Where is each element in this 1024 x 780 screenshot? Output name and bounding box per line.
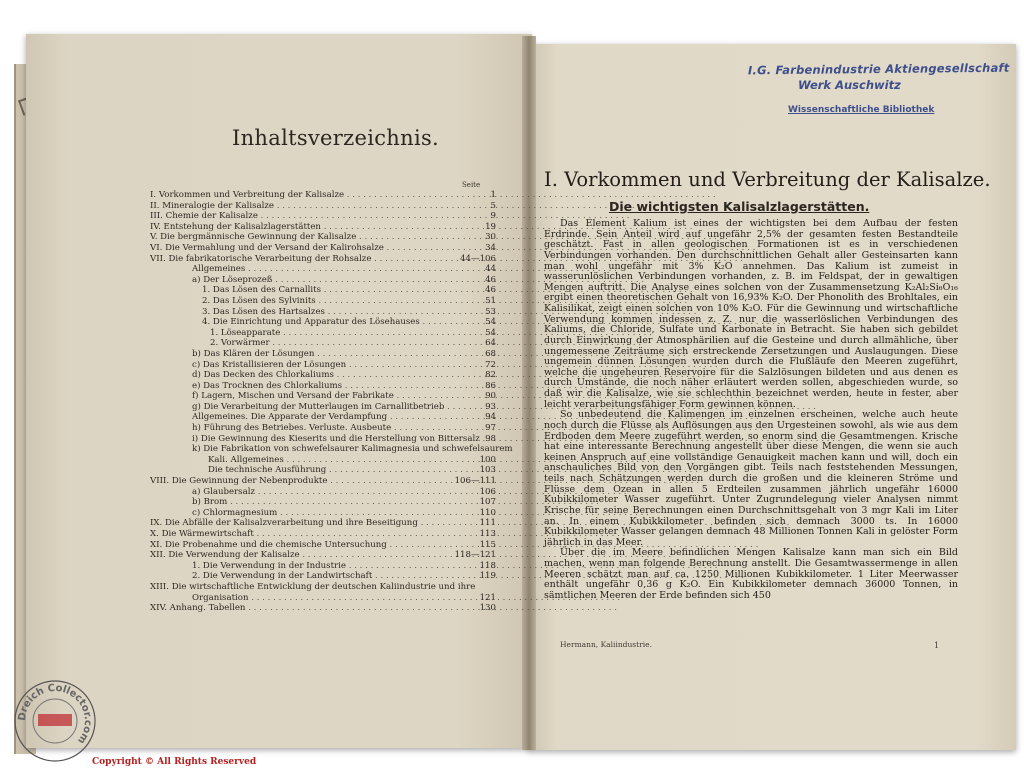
- chapter-body: [544, 219, 958, 602]
- toc-entry-page: 107: [479, 497, 496, 508]
- toc-entry-label: XIV. Anhang. Tabellen . . .: [150, 603, 456, 614]
- toc-entry-page: 34: [485, 242, 496, 253]
- toc-entry-page: 94: [485, 412, 496, 423]
- toc-entry-page: 46: [485, 285, 496, 296]
- chapter-title: I. Vorkommen und Verbreitung der Kalisalze.: [544, 168, 991, 191]
- toc-entry: [150, 201, 496, 212]
- toc-entry-page: 100: [479, 454, 496, 465]
- toc-entry: [150, 328, 496, 339]
- toc-entry-page: 53: [485, 306, 496, 317]
- toc-entry: [150, 211, 496, 222]
- toc-entry-label: c) Das Kristallisieren der Lösungen . . .: [192, 360, 456, 371]
- toc-entry-page: 9: [490, 211, 496, 222]
- toc-entry-label: c) Chlormagnesium . . .: [192, 508, 456, 519]
- toc-entry-page: 44—106: [460, 253, 496, 264]
- toc-entry-label: 2. Vorwärmer . . .: [210, 338, 456, 349]
- toc-entry-page: 64: [485, 338, 496, 349]
- toc-entry-label: k) Die Fabrikation von schwefelsaurer Kalimagnesia und schwefelsaurem: [192, 444, 513, 455]
- toc-entry-label: 2. Die Verwendung in der Landwirtschaft . . .: [192, 571, 456, 582]
- toc-entry-page: 90: [485, 391, 496, 402]
- toc-entry-page: 54: [485, 327, 496, 338]
- section-title: Die wichtigsten Kalisalzlagerstätten.: [609, 199, 870, 214]
- toc-entry-label: II. Mineralogie der Kalisalze . . .: [150, 201, 456, 212]
- toc-entry-page: 113: [479, 529, 496, 539]
- toc-entry-label: g) Die Verarbeitung der Mutterlaugen im Carnallitbetrieb . . .: [192, 402, 456, 413]
- toc-entry: [150, 593, 496, 604]
- toc-entry: [150, 381, 496, 392]
- toc-title: Inhaltsverzeichnis.: [232, 126, 440, 150]
- toc-entry-label: Allgemeines . . .: [192, 264, 456, 275]
- toc-entry-label: V. Die bergmännische Gewinnung der Kalisalze . . .: [150, 232, 456, 243]
- toc-entry: [150, 508, 496, 519]
- toc-entry-label: VIII. Die Gewinnung der Nebenprodukte . . .: [150, 476, 456, 487]
- toc-entry-page: 5: [490, 200, 496, 211]
- toc-entry-label: Kali. Allgemeines . . .: [208, 455, 456, 466]
- toc-entry: [150, 603, 496, 614]
- toc-entry-page: 46: [485, 274, 496, 285]
- toc-entry: [150, 444, 513, 455]
- toc-entry: [150, 540, 496, 551]
- toc-entry-page: 118—121: [454, 550, 496, 561]
- toc-entry-page: 72: [485, 359, 496, 370]
- toc-entry-page: 111: [479, 518, 496, 529]
- toc-entry-label: b) Brom . . .: [192, 497, 456, 508]
- paragraph: So unbedeutend die Kalimengen im einzelnen erscheinen, welche auch heute noch durch die Flüsse als Auflösungen aus den Urgesteinen sowohl, als wie aus dem Erdboden dem Meere zugeführt werden, so enorm sind die Gesamtmengen. Krische hat eine interessante Berechnung angestellt über diese Mengen, die wenn sie auch keinen Anspruch auf eine vollständige Genauigkeit machen kann und will, doch ein anschauliches Bild von den Vorgängen gibt. Teils nach feststehenden Messungen, teils nach Schätzungen werden durch die großen und die kleineren Ströme und Flüsse dem Ozean in allen 5 Erdteilen zusammen jährlich ungefähr 16000 Kubikkilometer Wasser zugeführt. Unter Zugrundelegung vieler Analysen nimmt Krische für seine Berechnungen einen Durchschnittsgehalt von 3 mgr Kali im Liter an. In einem Kubikkilometer befinden sich demnach 3000 ts. In 16000 Kubikkilometer Wasser gelangen demnach 48 Millionen Tonnen Kali in gelöster Form jährlich in das Meer.: [544, 409, 958, 548]
- copyright-notice: Copyright © All Rights Reserved: [92, 757, 257, 767]
- toc-entry-label: h) Führung des Betriebes. Verluste. Ausbeute . . .: [192, 423, 456, 434]
- toc-entry: [150, 476, 496, 487]
- toc-entry-page: 110: [479, 507, 496, 518]
- toc-entry: [150, 275, 496, 286]
- toc-entry: [150, 423, 496, 434]
- toc-entry-label: X. Die Wärmewirtschaft . . .: [150, 529, 456, 540]
- toc-entry-label: I. Vorkommen und Verbreitung der Kalisalze . . .: [150, 190, 456, 201]
- toc-entry-page: 103: [479, 465, 496, 476]
- footer-author-note: Hermann, Kaliindustrie.: [560, 640, 652, 649]
- svg-text:Dreich Collector.com: Dreich Collector.com: [16, 682, 94, 746]
- toc-entry: [150, 338, 496, 349]
- toc-entry-label: 2. Das Lösen des Sylvinits . . .: [202, 296, 456, 307]
- toc-entry-label: IX. Die Abfälle der Kalisalzverarbeitung und ihre Beseitigung . . .: [150, 518, 456, 529]
- toc-entry: [150, 465, 496, 476]
- toc-entry: [150, 391, 496, 402]
- toc-entry: [150, 497, 496, 508]
- toc-entry-label: b) Das Klären der Lösungen . . .: [192, 349, 456, 360]
- toc-entry-page: 30: [485, 232, 496, 243]
- toc-entry: [150, 412, 496, 423]
- stamp-line-library: Wissenschaftliche Bibliothek: [788, 105, 935, 115]
- toc-entry: [150, 254, 496, 265]
- toc-entry-page: 97: [485, 423, 496, 434]
- toc-entry-page: 115: [479, 539, 496, 550]
- toc-entry-label: III. Chemie der Kalisalze . . .: [150, 211, 456, 222]
- toc-entry: [150, 307, 496, 318]
- stamp-line-company: I.G. Farbenindustrie Aktiengesellschaft: [747, 60, 1010, 78]
- toc-entry: [150, 190, 496, 201]
- toc-entry-label: f) Lagern, Mischen und Versand der Fabrikate . . .: [192, 391, 456, 402]
- toc-entry-page: 82: [485, 370, 496, 381]
- toc-entry: [150, 550, 496, 561]
- toc-entry-label: 1. Das Lösen des Carnallits . . .: [202, 285, 456, 296]
- toc-entry-page: 51: [485, 295, 496, 306]
- toc-entry-label: a) Glaubersalz . . .: [192, 487, 456, 498]
- toc-entry-label: IV. Entstehung der Kalisalzlagerstätten . . .: [150, 222, 456, 233]
- toc-entry-page: 98: [485, 433, 496, 444]
- toc-entry-label: XIII. Die wirtschaftliche Entwicklung der deutschen Kaliindustrie und ihre: [150, 581, 476, 592]
- toc-entry-label: e) Das Trocknen des Chlorkaliums . . .: [192, 381, 456, 392]
- toc-entry-label: Organisation . . .: [192, 593, 456, 604]
- toc-entry-label: 4. Die Einrichtung und Apparatur des Lösehauses . . .: [202, 317, 456, 328]
- toc-entry-page: 44: [485, 264, 496, 275]
- toc-entry: [150, 370, 496, 381]
- toc-entry: [150, 529, 496, 540]
- toc-entry: [150, 317, 496, 328]
- toc-entry: [150, 487, 496, 498]
- toc-entry-page: 106—111: [454, 476, 496, 487]
- toc-entry-page: 93: [485, 401, 496, 412]
- toc-entry-label: d) Das Decken des Chlorkaliums . . .: [192, 370, 456, 381]
- toc-entry-label: Allgemeines. Die Apparate der Verdampfung . . .: [192, 412, 456, 423]
- toc-entry-label: i) Die Gewinnung des Kieserits und die Herstellung von Bittersalz . . .: [192, 434, 456, 445]
- toc-entry: [150, 232, 496, 243]
- paragraph: Das Element Kalium ist eines der wichtigsten bei dem Aufbau der festen Erdrinde. Sein Anteil wird auf ungefähr 2,5% der gesamten festen Bestandteile geschätzt. Fast in allen geologischen Formationen ist es in verschiedenen Verbindungen vorhanden. Den durchschnittlichen Gehalt aller Gesteinsarten kann man wohl ungefähr mit 3% K₂O annehmen. Das Kalium ist zumeist in wasserunlöslichen Verbindungen vorhanden, z. B. im Feldspat, der in gewaltigen Mengen auftritt. Die Analyse eines solchen von der Zusammensetzung K₂Al₂Si₆O₁₆ ergibt einen theoretischen Gehalt von 16,93% K₂O. Der Phonolith des Brohltales, ein Kalisilikat, zeigt einen solchen von 10% K₂O. Für die Gewinnung und wirtschaftliche Verwendung kommen indessen z. Z. nur die wasserlöslichen Verbindungen des Kaliums, die Chloride, Sulfate und Karbonate in Betracht. Sie haben sich gebildet durch Einwirkung der Atmosphärilien auf die Gesteine und durch allmähliche, über ungemessene Zeiträume sich erstreckende Zersetzungen und Auslaugungen. Diese ungemein dünnen Lösungen wurden durch die Flußläufe den Meeren zugeführt, welche die ungeheuren Reservoire für die Salzlösungen bildeten und aus denen es durch Umstände, die noch näher erläutert werden sollen, abgeschieden wurde, so daß wir die Kalisalze, wie sie schlechthin bezeichnet werden, heute in fester, aber leicht verarbeitungsfähiger Form gewinnen können.: [544, 218, 958, 410]
- stamp-line-site: Werk Auschwitz: [798, 78, 901, 92]
- toc-entry-page: 1: [490, 190, 496, 200]
- toc-entry: [150, 243, 496, 254]
- toc-entry: [150, 360, 496, 371]
- toc-entry-page: 86: [485, 380, 496, 391]
- toc-entry-label: XI. Die Probenahme und die chemische Untersuchung . . .: [150, 540, 456, 551]
- paragraph: Über die im Meere befindlichen Mengen Kalisalze kann man sich ein Bild machen, wenn man folgende Berechnung anstellt. Die Gesamtwassermenge in allen Meeren schätzt man auf ca. 1250 Millionen Kubikkilometer. 1 Liter Meerwasser enthält ungefähr 0,36 g K₂O. Ein Kubikkilometer demnach 36000 Tonnen, in sämtlichen Meeren der Erde befinden sich 450: [544, 547, 958, 601]
- toc-entry-label: Die technische Ausführung . . .: [208, 465, 456, 476]
- toc-entry-label: VI. Die Vermahlung und der Versand der Kalirohsalze . . .: [150, 243, 456, 254]
- toc-entry-page: 118: [479, 560, 496, 571]
- toc-entry: [150, 296, 496, 307]
- toc-entry: [150, 285, 496, 296]
- toc-entry: [150, 264, 496, 275]
- toc-entry-page: 121: [479, 592, 496, 603]
- table-of-contents: [150, 190, 513, 614]
- toc-entry-page: 119: [479, 571, 496, 582]
- toc-entry: [150, 222, 496, 233]
- toc-entry-label: 3. Das Lösen des Hartsalzes . . .: [202, 307, 456, 318]
- footer-page-number: 1: [934, 641, 940, 650]
- toc-entry: [150, 571, 496, 582]
- toc-entry: [150, 434, 496, 445]
- toc-entry-page: 68: [485, 348, 496, 359]
- toc-entry: [150, 582, 496, 593]
- toc-entry-label: 1. Löseapparate . . .: [210, 328, 456, 339]
- collector-seal-logo: [10, 676, 100, 766]
- toc-entry-page: 54: [485, 317, 496, 328]
- toc-entry-page: 19: [485, 221, 496, 232]
- toc-entry: [150, 402, 496, 413]
- toc-entry: [150, 455, 496, 466]
- toc-entry-label: 1. Die Verwendung in der Industrie . . .: [192, 561, 456, 572]
- toc-entry-page: 130: [479, 603, 496, 614]
- toc-entry: [150, 518, 496, 529]
- toc-entry-label: a) Der Löseprozeß . . .: [192, 275, 456, 286]
- toc-seite-label: Seite: [462, 181, 481, 189]
- toc-entry: [150, 349, 496, 360]
- toc-entry-page: 106: [479, 486, 496, 497]
- toc-entry: [150, 561, 496, 572]
- toc-entry-label: XII. Die Verwendung der Kalisalze . . .: [150, 550, 456, 561]
- toc-entry-label: VII. Die fabrikatorische Verarbeitung der Rohsalze . . .: [150, 254, 456, 265]
